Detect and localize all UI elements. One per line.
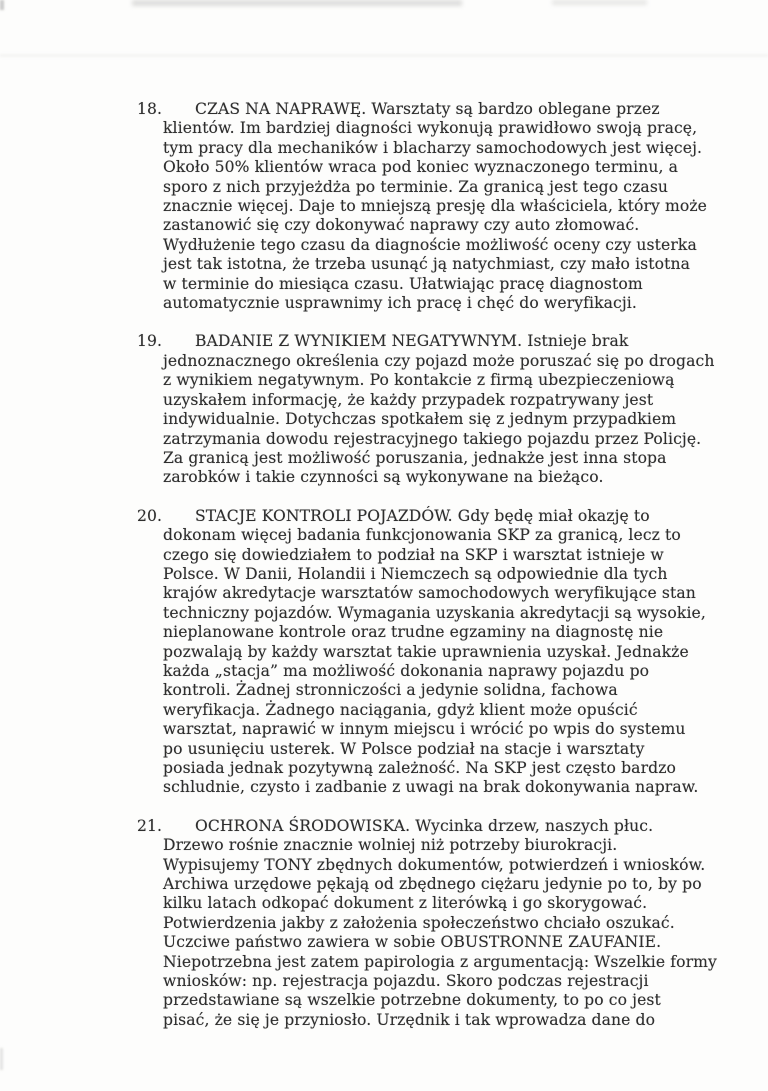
paragraph-line: Polsce. W Danii, Holandii i Niemczech są odpowiednie dla tych — [163, 564, 668, 583]
paragraph-line: schludnie, czysto i zadbanie z uwagi na brak dokonywania napraw. — [163, 778, 699, 797]
paragraph-line: kontroli. Żadnej stronniczości a jedynie solidna, fachowa — [163, 681, 618, 700]
paragraph-line: każda „stacja” ma możliwość dokonania naprawy pojazdu po — [163, 661, 650, 680]
paragraph-line: w terminie do miesiąca czasu. Ułatwiając pracę diagnostom — [163, 274, 643, 293]
paragraph-line: Wydłużenie tego czasu da diagnoście możliwość oceny czy usterka — [163, 235, 697, 254]
paragraph-line: Około 50% klientów wraca pod koniec wyznaczonego terminu, a — [163, 158, 679, 177]
paragraph-21 — [137, 816, 717, 1030]
paragraph-line: techniczny pojazdów. Wymagania uzyskania akredytacji są wysokie, — [163, 603, 706, 622]
scan-artifact-top-smear — [552, 0, 647, 5]
document-text — [137, 100, 717, 1049]
paragraph-line: zatrzymania dowodu rejestracyjnego takiego pojazdu przez Policję. — [163, 429, 702, 448]
paragraph-line: Wypisujemy TONY zbędnych dokumentów, potwierdzeń i wniosków. — [163, 855, 706, 874]
paragraph-line: pozwalają by każdy warsztat takie uprawnienia uzyskał. Jednakże — [163, 642, 689, 661]
paragraph-line: automatycznie usprawnimy ich pracę i chęć do weryfikacji. — [163, 294, 637, 313]
paragraph-number: 18. — [137, 100, 163, 118]
paragraph-line: uzyskałem informację, że każdy przypadek rozpatrywany jest — [163, 390, 654, 409]
paragraph-first-line — [137, 817, 685, 836]
paragraph-heading-text: OCHRONA ŚRODOWISKA. Wycinka drzew, naszych płuc. — [195, 816, 654, 835]
paragraph-line: Potwierdzenia jakby z założenia społeczeństwo chciało oszukać. — [163, 913, 675, 932]
paragraph-20 — [137, 506, 706, 798]
paragraph-line: jednoznacznego określenia czy pojazd może poruszać się po drogach — [163, 351, 715, 370]
paragraph-line: posiada jednak pozytywną zależność. Na SKP jest często bardzo — [163, 759, 677, 777]
scan-artifact-corner-speck — [0, 0, 4, 10]
paragraph-heading-text: BADANIE Z WYNIKIEM NEGATYWNYM. Istnieje brak — [195, 332, 629, 351]
paragraph-line: czego się dowiedziałem to podział na SKP i warsztat istnieje w — [163, 545, 664, 564]
paragraph-line: wniosków: np. rejestracja pojazdu. Skoro podczas rejestracji — [163, 972, 649, 991]
scan-artifact-top-smear — [132, 0, 462, 6]
paragraph-line: znacznie więcej. Daje to mniejszą presję dla właściciela, który może — [163, 197, 707, 216]
scan-artifact-streak — [0, 54, 768, 57]
paragraph-number: 20. — [137, 506, 163, 525]
paragraph-18 — [137, 100, 707, 313]
paragraph-line: zastanowić się czy dokonywać naprawy czy auto złomować. — [163, 216, 640, 235]
paragraph-line: Za granicą jest możliwość poruszania, jednakże jest inna stopa — [163, 448, 667, 467]
paragraph-19 — [137, 332, 715, 487]
paragraph-line: Niepotrzebna jest zatem papirologia z argumentacją: Wszelkie formy — [163, 952, 717, 971]
paragraph-line: tym pracy dla mechaników i blacharzy samochodowych jest więcej. — [163, 138, 703, 157]
paragraph-number: 19. — [137, 332, 163, 351]
paragraph-line: Archiwa urzędowe pękają od zbędnego ciężaru jedynie po to, by po — [163, 875, 702, 894]
paragraph-line: weryfikacja. Żadnego naciągania, gdyż klient może opuścić — [163, 700, 638, 719]
scan-artifact-streak — [0, 1048, 3, 1070]
paragraph-line: Drzewo rośnie znacznie wolniej niż potrzeby biurokracji. — [163, 836, 618, 855]
paragraph-first-line — [137, 332, 685, 351]
paragraph-line: po usunięciu usterek. W Polsce podział na stacje i warsztaty — [163, 739, 645, 758]
paragraph-line: warsztat, naprawić w innym miejscu i wrócić po wpis do systemu — [163, 720, 686, 739]
paragraph-line: zarobków i takie czynności są wykonywane na bieżąco. — [163, 468, 604, 487]
paragraph-line: krajów akredytacje warsztatów samochodowych weryfikujące stan — [163, 584, 696, 603]
paragraph-line: nieplanowane kontrole oraz trudne egzaminy na diagnostę nie — [163, 623, 664, 642]
paragraph-first-line — [137, 100, 685, 119]
paragraph-line: kilku latach odkopać dokument z literówką i go skorygować. — [163, 894, 648, 913]
paragraph-line: Uczciwe państwo zawiera w sobie OBUSTRONNE ZAUFANIE. — [163, 933, 662, 952]
paragraph-line: indywidualnie. Dotychczas spotkałem się z jednym przypadkiem — [163, 410, 677, 429]
paragraph-line: z wynikiem negatywnym. Po kontakcie z firmą ubezpieczeniową — [163, 371, 675, 390]
paragraph-heading-text: STACJE KONTROLI POJAZDÓW. Gdy będę miał okazję to — [195, 506, 650, 525]
paragraph-number: 21. — [137, 816, 163, 835]
paragraph-line: jest tak istotna, że trzeba usunąć ją natychmiast, czy mało istotna — [163, 255, 691, 274]
paragraph-line: przedstawiane są wszelkie potrzebne dokumenty, to po co jest — [163, 991, 661, 1010]
paragraph-line: dokonam więcej badania funkcjonowania SKP za granicą, lecz to — [163, 526, 681, 545]
paragraph-line: sporo z nich przyjeżdża po terminie. Za granicą jest tego czasu — [163, 177, 669, 196]
paragraph-first-line — [137, 507, 685, 526]
paragraph-line: pisać, że się je przyniosło. Urzędnik i tak wprowadza dane do — [163, 1010, 656, 1029]
paragraph-heading-text: CZAS NA NAPRAWĘ. Warsztaty są bardzo oblegane przez — [195, 100, 660, 118]
paragraph-line: klientów. Im bardziej diagności wykonują prawidłowo swoją pracę, — [163, 119, 698, 138]
